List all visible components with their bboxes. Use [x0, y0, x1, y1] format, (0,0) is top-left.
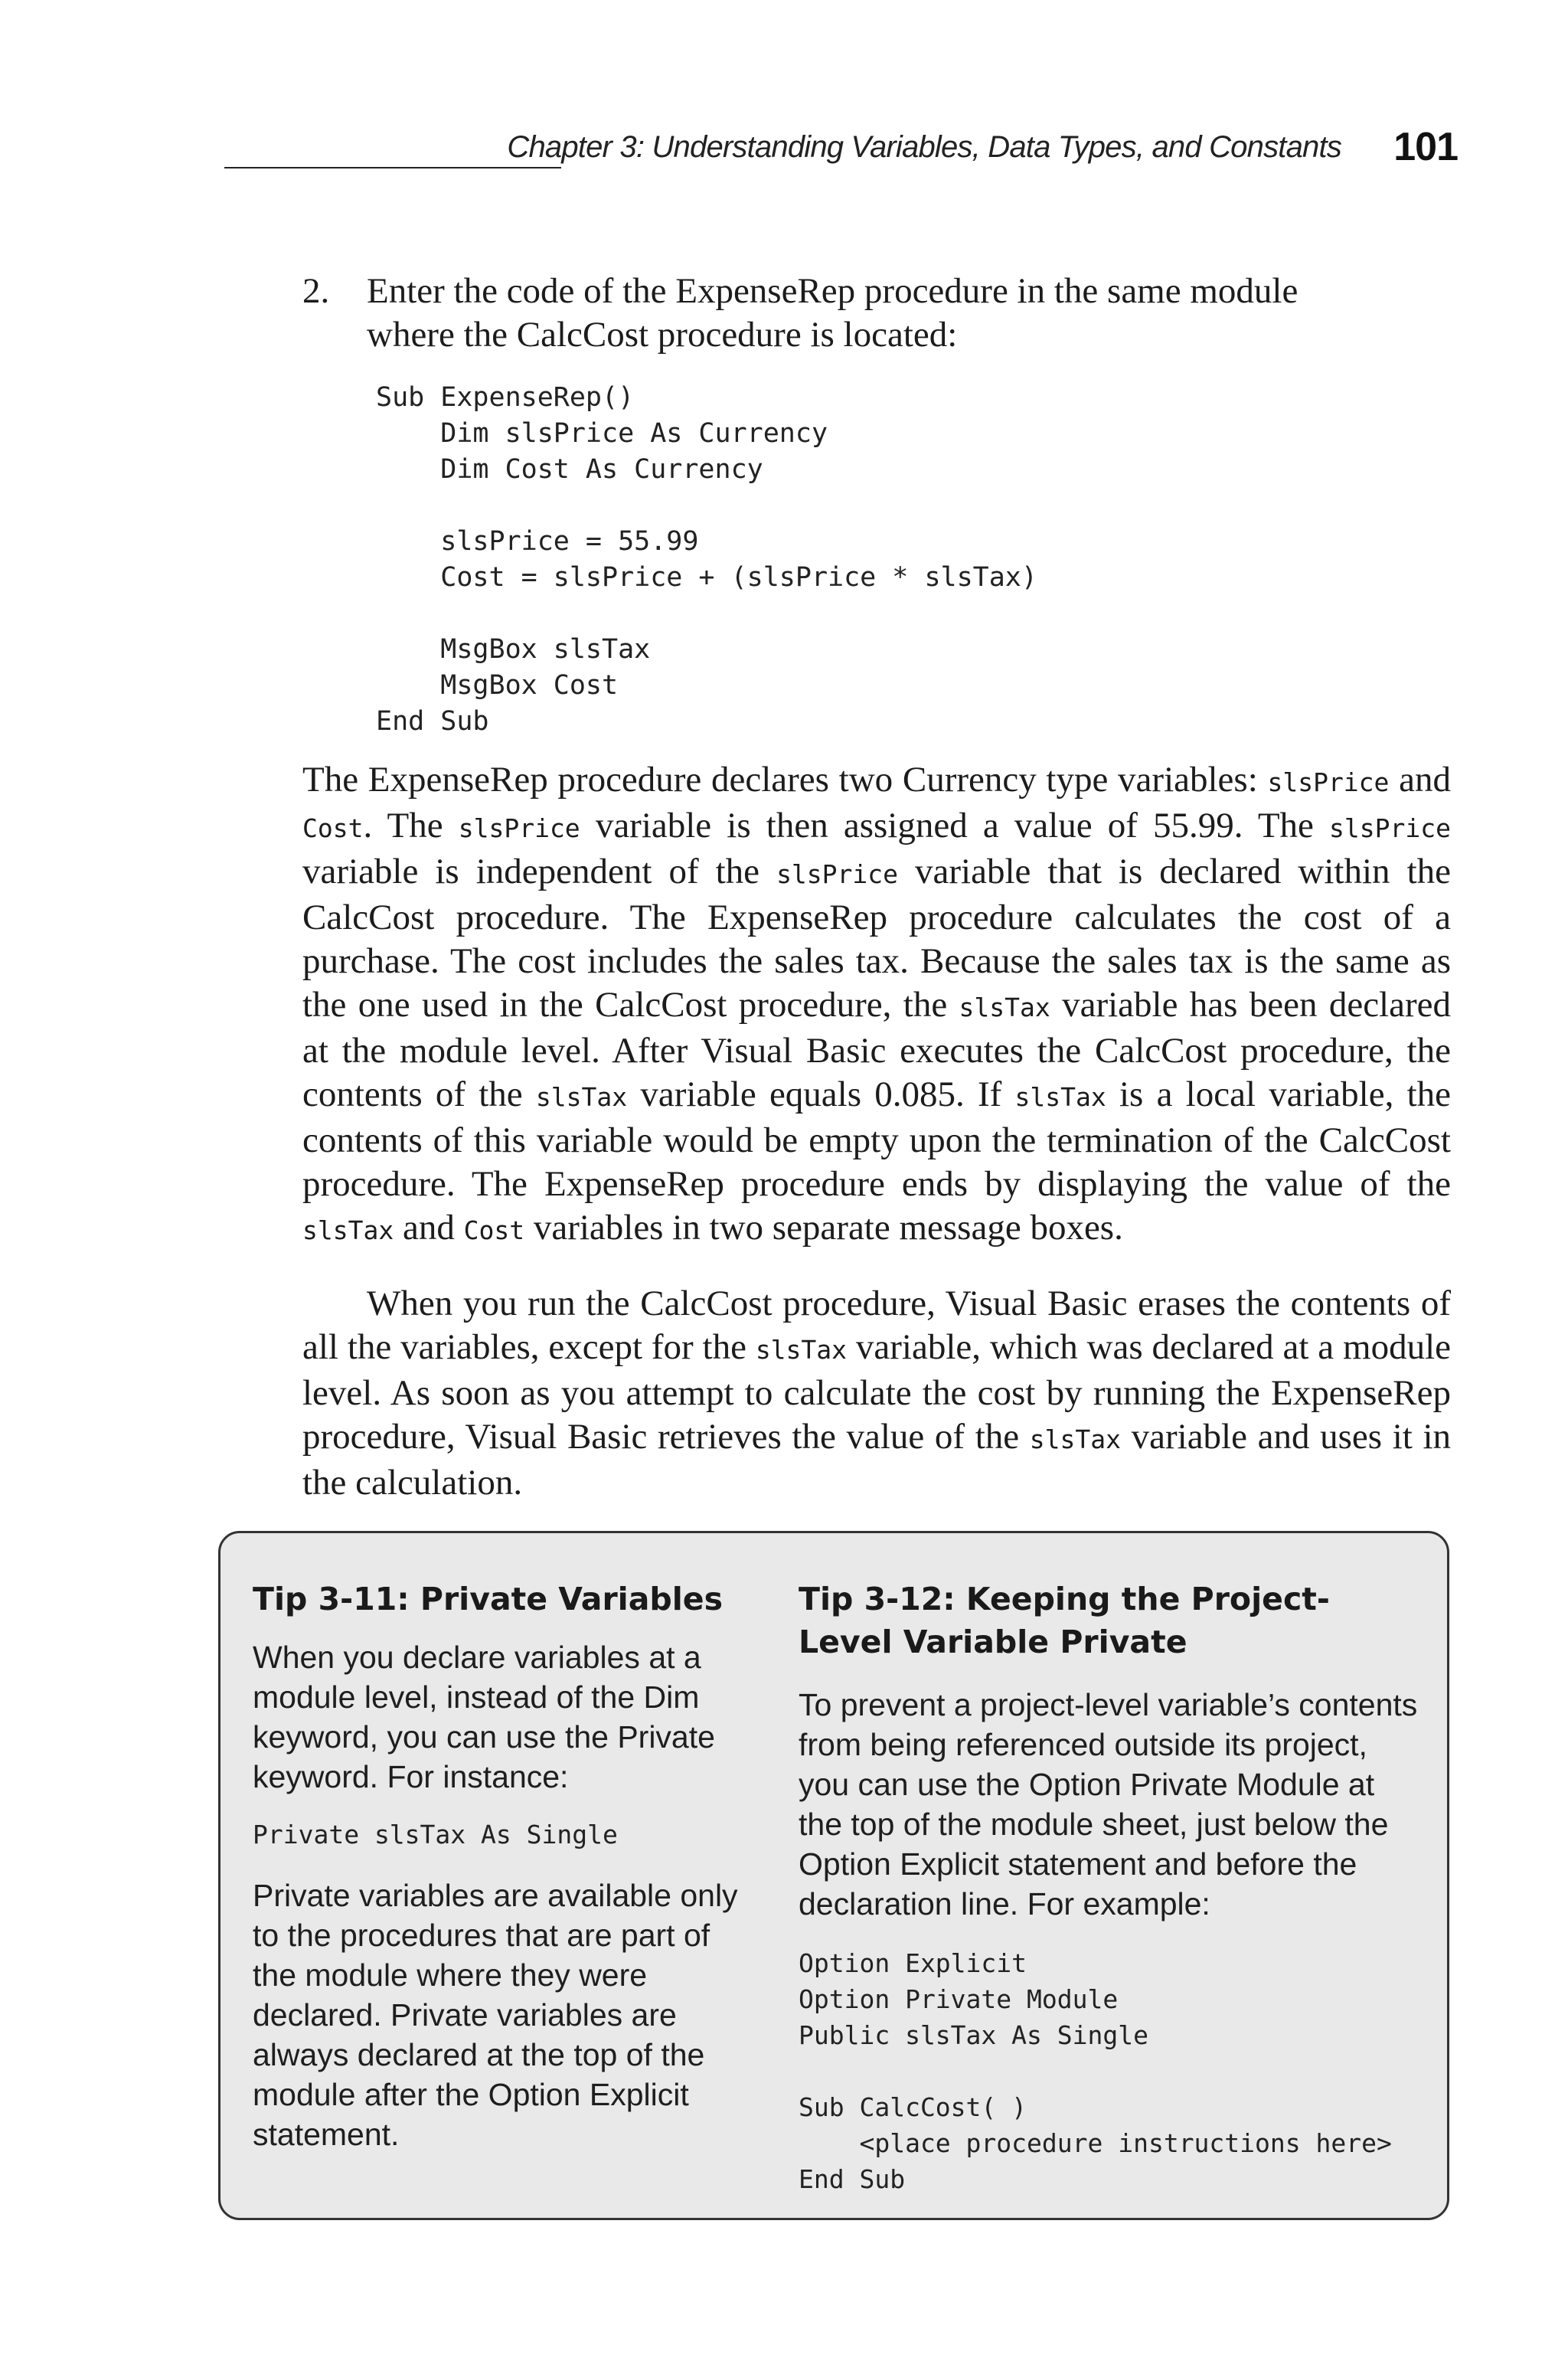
- code-line: slsPrice = 55.99: [376, 526, 699, 557]
- code-line: Dim slsPrice As Currency: [376, 418, 828, 449]
- inline-code: slsPrice: [1267, 767, 1390, 797]
- inline-code: slsTax: [1014, 1082, 1106, 1112]
- code-line: Option Private Module: [799, 1984, 1119, 2014]
- tip-3-11: [253, 1578, 758, 2154]
- inline-code: slsPrice: [458, 813, 580, 843]
- code-line: Public slsTax As Single: [799, 2020, 1148, 2050]
- text-run: variable that is declared within the CalcCost procedure. The ExpenseRep procedure calculates the cost of a purchase. The cost includes the sales tax. Because the sales tax is the same as the one used in the CalcCost procedure, the: [302, 852, 1451, 1025]
- step-text: Enter the code of the ExpenseRep procedure in the same module where the CalcCost procedure is located:: [367, 271, 1298, 355]
- text-run: and: [394, 1208, 464, 1248]
- code-listing: [376, 380, 1037, 740]
- text-run: variables in two separate message boxes.: [524, 1208, 1123, 1248]
- inline-code: Cost: [302, 813, 364, 843]
- explanation-paragraph: [302, 758, 1451, 1252]
- code-line: Sub ExpenseRep(): [376, 382, 635, 413]
- code-line: MsgBox slsTax: [376, 634, 651, 665]
- text-run: variable is independent of the: [302, 852, 777, 891]
- page-number: 101: [1393, 125, 1458, 169]
- code-line: Sub CalcCost( ): [799, 2092, 1027, 2122]
- inline-code: slsTax: [535, 1082, 628, 1112]
- chapter-title: Chapter 3: Understanding Variables, Data Types, and Constants: [507, 130, 1341, 164]
- inline-code: slsTax: [302, 1215, 394, 1245]
- running-header: [224, 124, 1458, 170]
- text-run: variable, which was declared at a module level. As soon as you attempt to calculate the cost by running the ExpenseRep procedure, Visual Basic retrieves the value of the: [302, 1327, 1452, 1457]
- text-run: and: [1389, 760, 1451, 800]
- text-run: variable equals 0.085. If: [627, 1074, 1015, 1114]
- tip-title: Tip 3-12: Keeping the Project-Level Variable Private: [799, 1581, 1330, 1660]
- tip-intro: When you declare variables at a module level, instead of the Dim keyword, you can use the Private keyword. For instance:: [253, 1640, 715, 1794]
- code-line: End Sub: [799, 2164, 906, 2194]
- code-line: Dim Cost As Currency: [376, 454, 763, 485]
- code-line: Cost = slsPrice + (slsPrice * slsTax): [376, 562, 1037, 593]
- inline-code: slsTax: [755, 1335, 848, 1365]
- inline-code: slsPrice: [776, 859, 899, 889]
- code-line: End Sub: [376, 706, 489, 737]
- tip-outro: Private variables are available only to the procedures that are part of the module where they were declared. Private variables are always declared at the top of the module after the Option Explicit statement.: [253, 1878, 738, 2152]
- step-number: 2.: [302, 271, 330, 311]
- inline-code: slsPrice: [1329, 813, 1451, 843]
- inline-code: slsTax: [959, 993, 1050, 1022]
- text-run: is a local variable, the contents of this variable would be empty upon the termination of the CalcCost procedure. The ExpenseRep procedure ends by displaying the value of the: [302, 1074, 1451, 1204]
- text-run: variable has been declared at the module level. After Visual Basic executes the CalcCost procedure, the contents of the: [302, 985, 1451, 1114]
- code-line: MsgBox Cost: [376, 670, 619, 701]
- code-line: Option Explicit: [799, 1948, 1027, 1978]
- text-run: The ExpenseRep procedure declares two Currency type variables:: [302, 760, 1268, 800]
- tip-code: [799, 1945, 1419, 2197]
- text-run: . The: [363, 806, 459, 845]
- tips-box: [218, 1531, 1449, 2220]
- text-run: variable is then assigned a value of 55.99. The: [580, 806, 1330, 845]
- text-run: variable and uses it in the calculation.: [302, 1417, 1452, 1503]
- inline-code: Cost: [463, 1215, 525, 1245]
- tip-3-12: [799, 1578, 1419, 2197]
- tip-intro: To prevent a project-level variable’s contents from being referenced outside its project, you can use the Option Private Module at the top of the module sheet, just below the Option Explicit statement and before the declaration line. For example:: [799, 1687, 1418, 1921]
- tip-code: Private slsTax As Single: [253, 1820, 618, 1849]
- followup-paragraph: [302, 1282, 1451, 1505]
- header-rule: [224, 167, 561, 168]
- tip-title: Tip 3-11: Private Variables: [253, 1581, 724, 1617]
- code-line: <place procedure instructions here>: [799, 2128, 1392, 2158]
- inline-code: slsTax: [1029, 1424, 1121, 1454]
- text-run: When you run the CalcCost procedure, Visual Basic erases the contents of all the variables, except for the: [302, 1284, 1451, 1367]
